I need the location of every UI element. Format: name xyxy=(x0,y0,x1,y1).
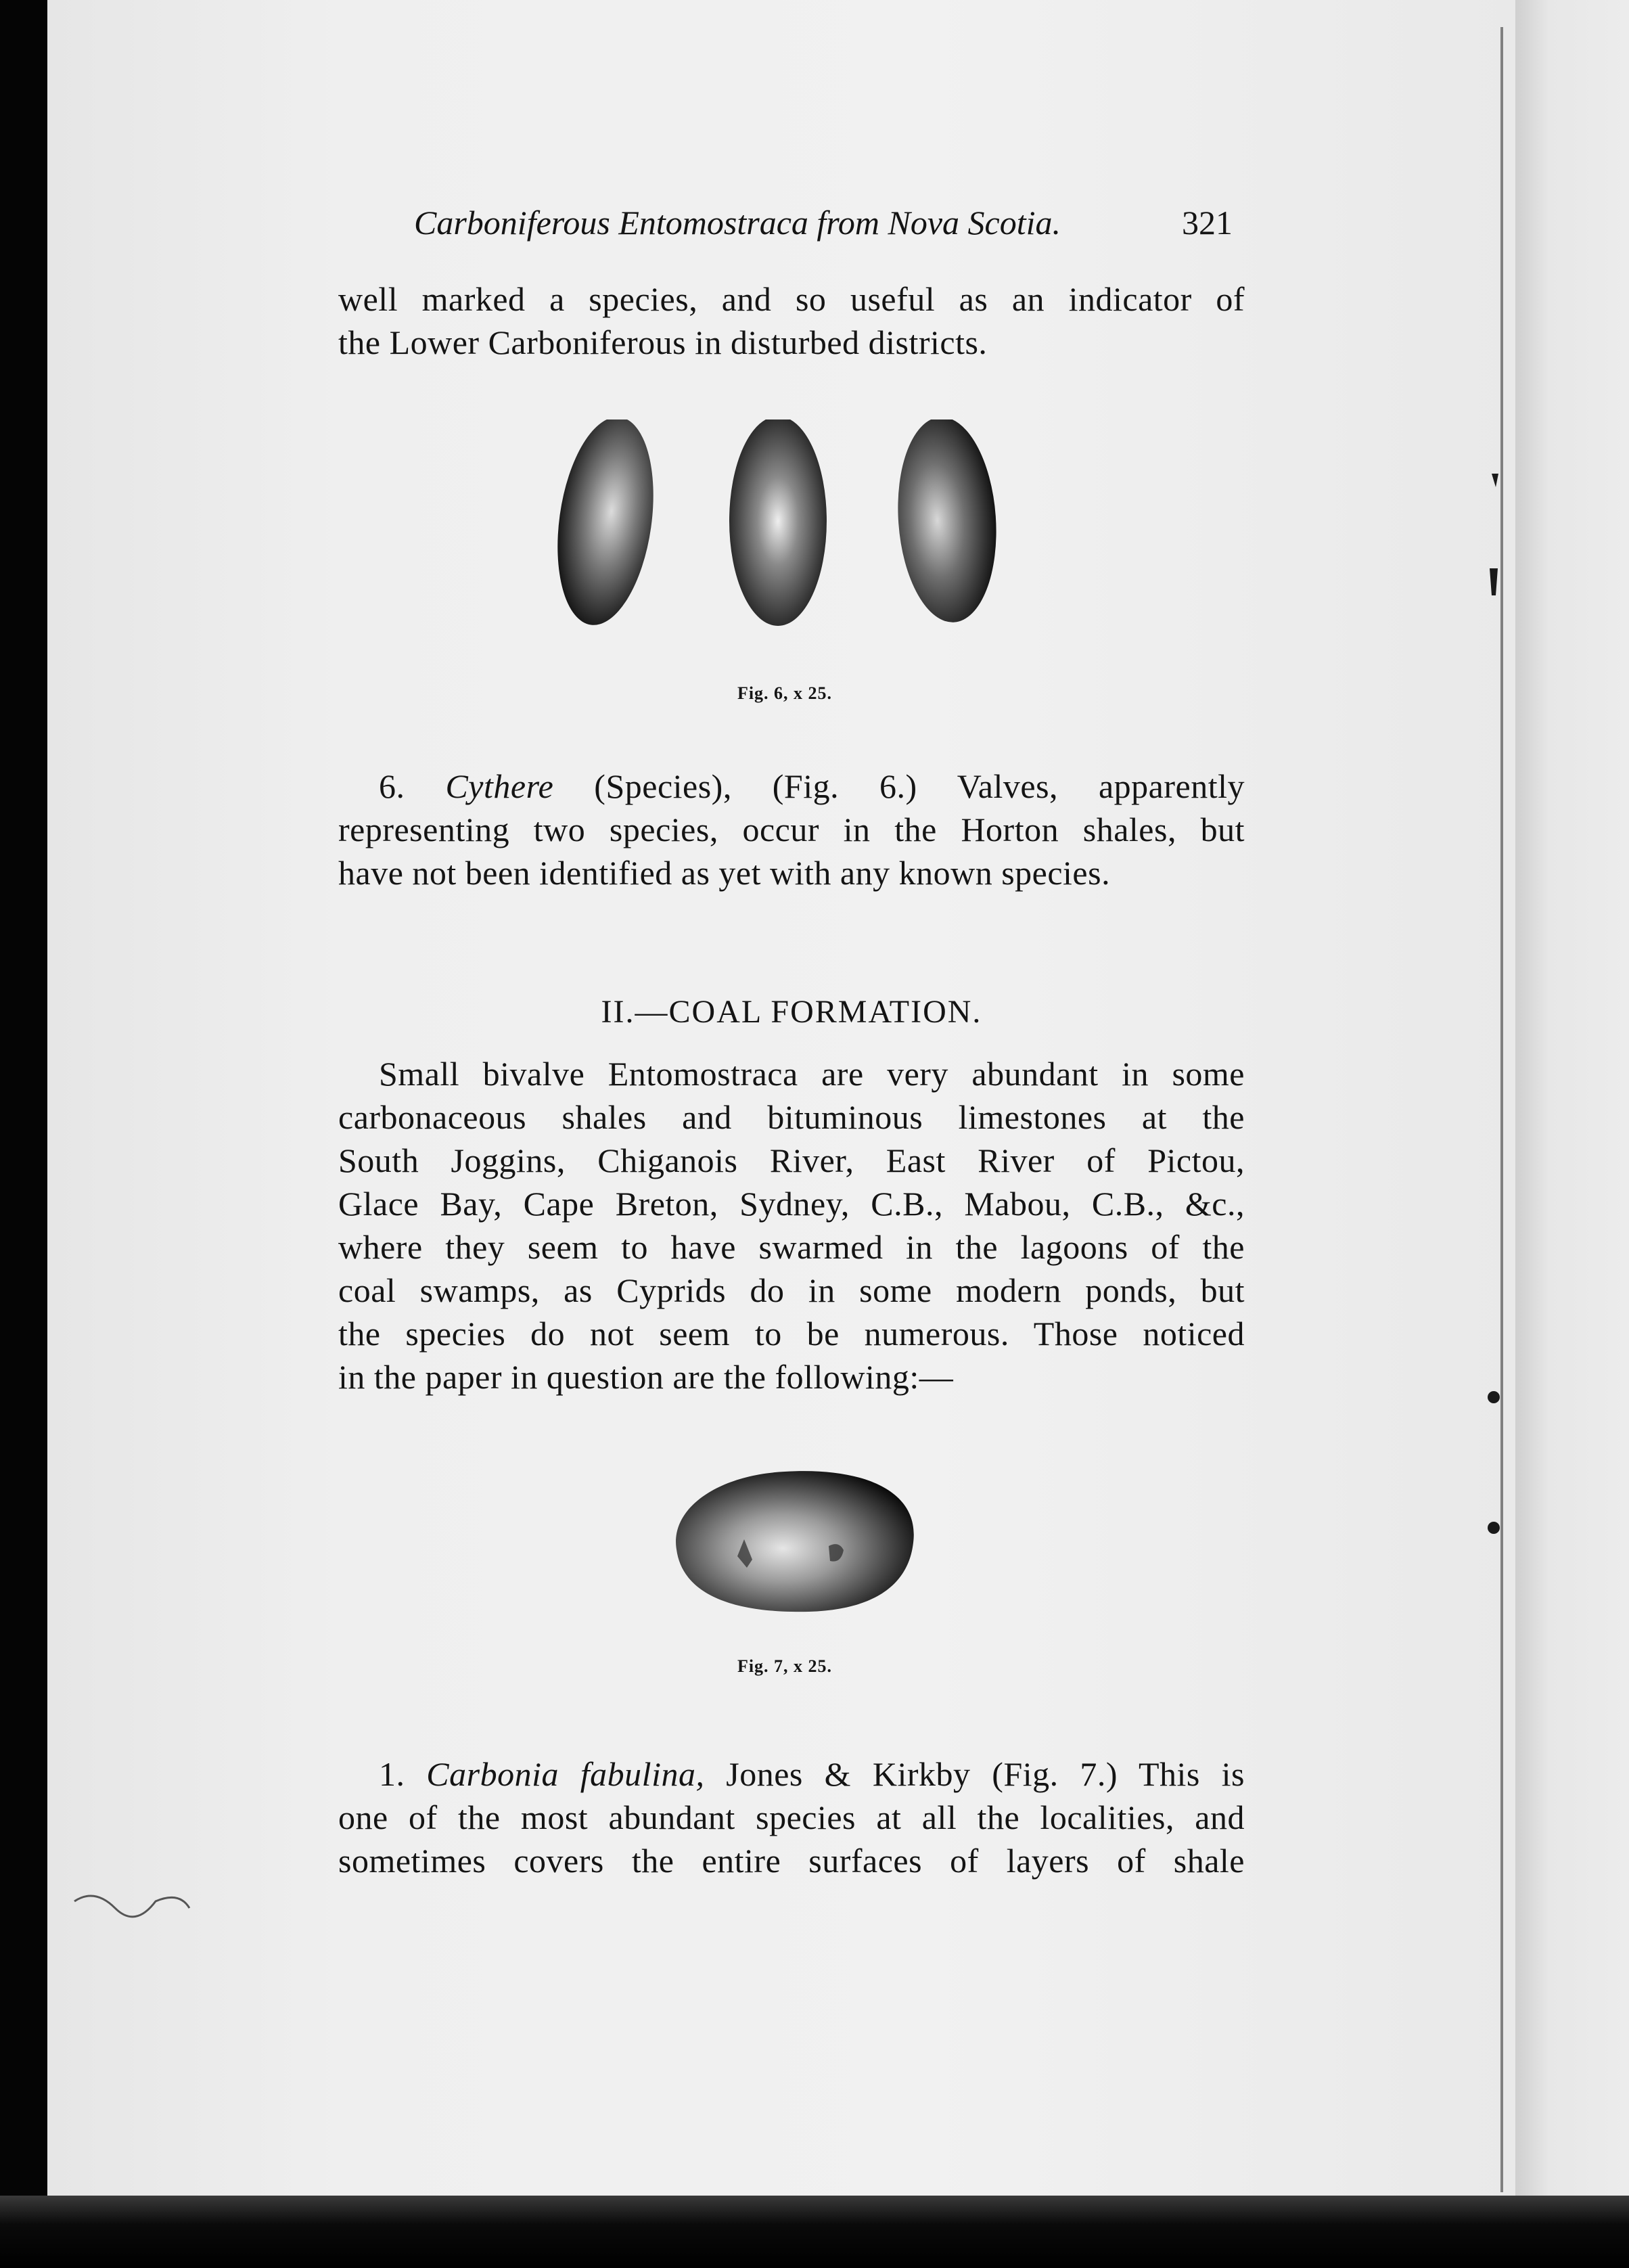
paragraph-carbonia xyxy=(338,1752,1245,1882)
text-line: sometimes covers the entire surfaces of layers of shale xyxy=(338,1842,1245,1880)
running-head xyxy=(414,203,1233,242)
paragraph-cythere xyxy=(338,765,1245,894)
text-line: in the paper in question are the following:— xyxy=(338,1358,954,1396)
valve-3 xyxy=(892,419,1003,626)
text-line: where they seem to have swarmed in the lagoons of the xyxy=(338,1228,1245,1266)
species-name: Carbonia fabulina, xyxy=(426,1755,705,1793)
text-span: (Species), (Fig. 6.) Valves, apparently xyxy=(594,767,1245,805)
section-heading: II.—COAL FORMATION. xyxy=(601,994,982,1030)
page-number: 321 xyxy=(1182,204,1233,242)
text-line: carbonaceous shales and bituminous limestones at the xyxy=(338,1098,1245,1136)
text-line: representing two species, occur in the Horton shales, but xyxy=(338,811,1245,848)
adjacent-page-edge xyxy=(1515,0,1629,2206)
text-line: one of the most abundant species at all the localities, and xyxy=(338,1798,1245,1836)
text-line xyxy=(338,1752,1245,1796)
text-line: the Lower Carboniferous in disturbed districts. xyxy=(338,323,988,361)
item-number: 6. xyxy=(379,767,405,805)
text-line xyxy=(338,765,1245,808)
text-span: Jones & Kirkby (Fig. 7.) This is xyxy=(726,1755,1245,1793)
genus-name: Cythere xyxy=(445,767,554,805)
figure-6-caption: Fig. 6, x 25. xyxy=(737,683,833,703)
pencil-scribble xyxy=(68,1861,203,1942)
text-line: South Joggins, Chiganois River, East River of Pictou, xyxy=(338,1141,1245,1179)
figure-7-illustration xyxy=(663,1455,947,1631)
text-line: have not been identified as yet with any known species. xyxy=(338,854,1111,892)
text-line: well marked a species, and so useful as an indicator of xyxy=(338,280,1245,318)
scan-bottom-edge xyxy=(0,2196,1629,2268)
item-number: 1. xyxy=(379,1755,405,1793)
text-line: Glace Bay, Cape Breton, Sydney, C.B., Mabou, C.B., &c., xyxy=(338,1185,1245,1223)
text-line: the species do not seem to be numerous. Those noticed xyxy=(338,1315,1245,1353)
valve-1 xyxy=(545,419,666,631)
figure-7-caption: Fig. 7, x 25. xyxy=(737,1656,833,1676)
carbonia-valve xyxy=(676,1471,914,1612)
text-line: Small bivalve Entomostraca are very abundant in some xyxy=(379,1055,1245,1093)
paragraph-coal-formation xyxy=(338,1052,1245,1399)
text-line: coal swamps, as Cyprids do in some modern ponds, but xyxy=(338,1271,1245,1309)
valve-2 xyxy=(729,419,827,626)
paragraph-continuation xyxy=(338,277,1245,364)
edge-marks xyxy=(1475,447,1515,1664)
figure-6-illustration xyxy=(534,419,1008,650)
running-title: Carboniferous Entomostraca from Nova Scotia. xyxy=(414,204,1061,242)
